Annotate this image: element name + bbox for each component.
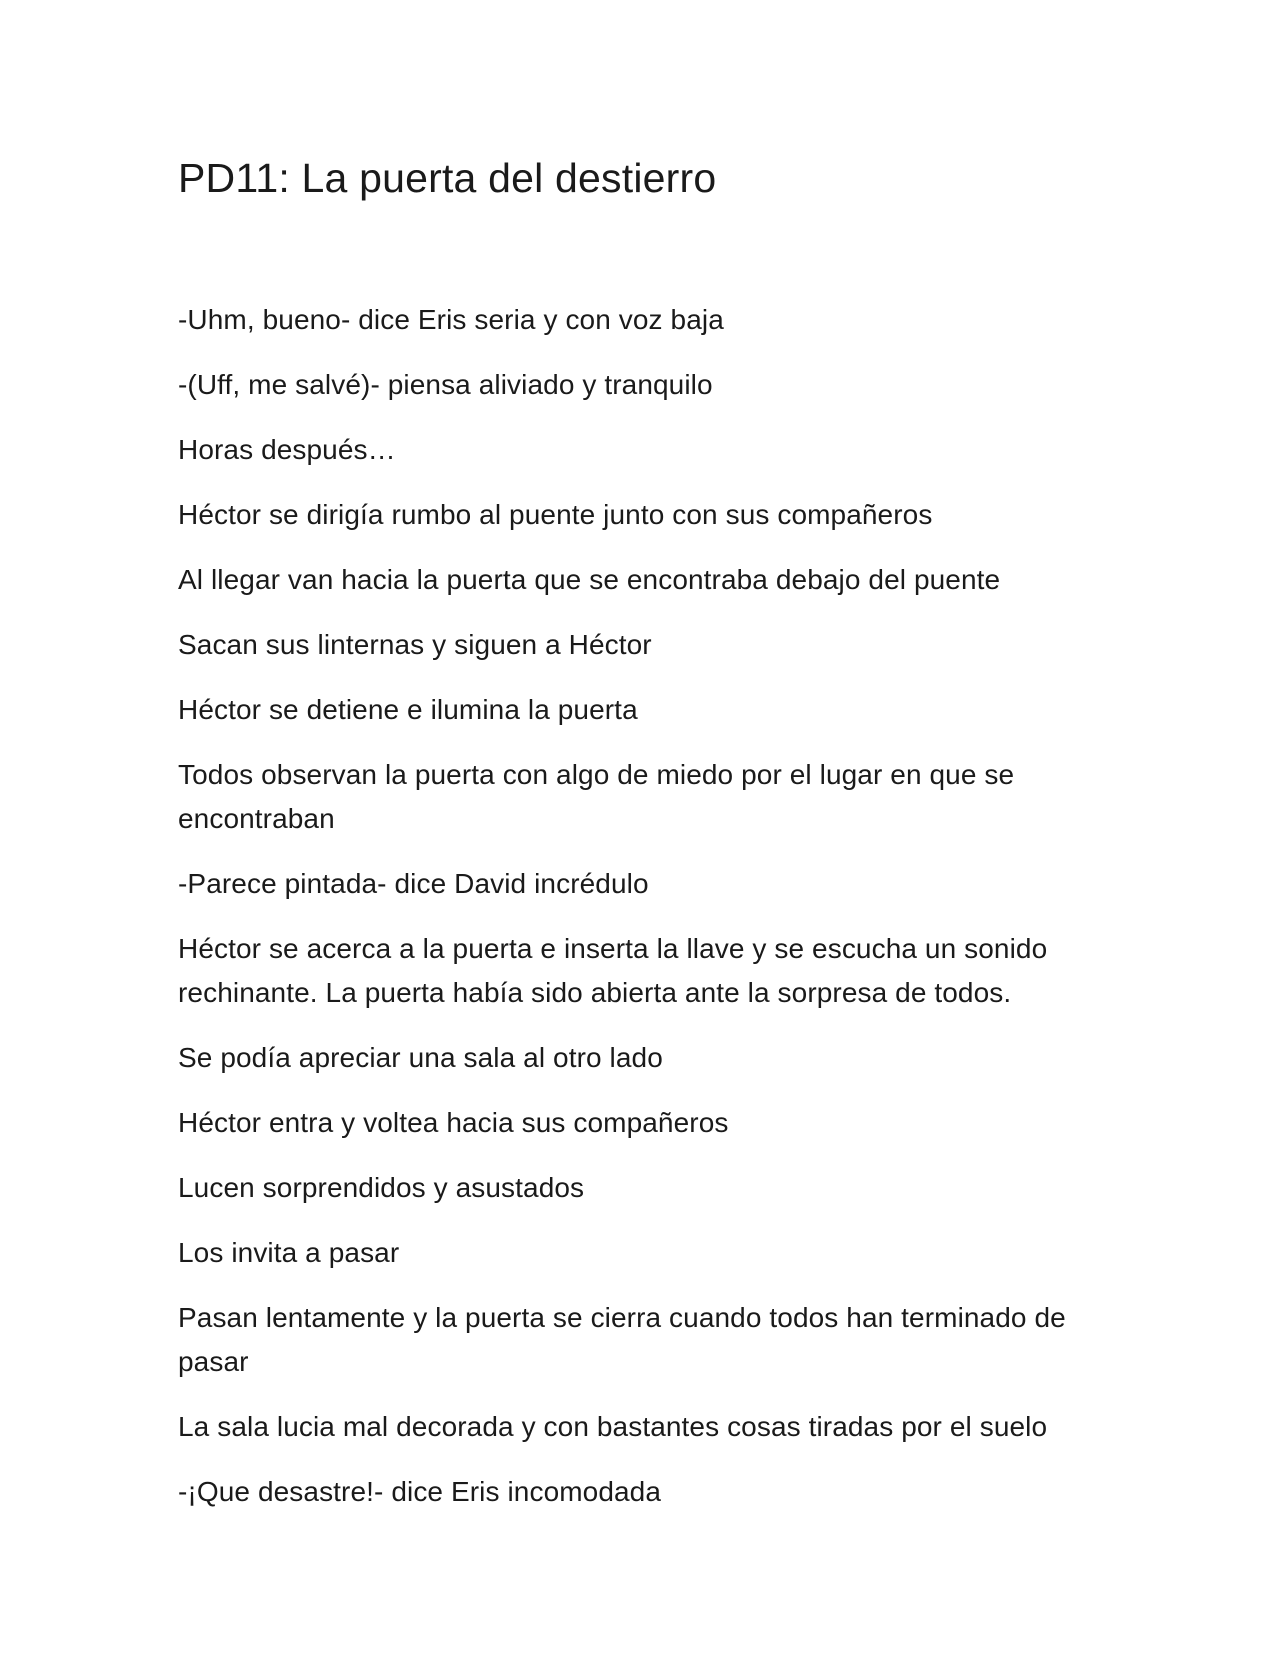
paragraph: Héctor se detiene e ilumina la puerta — [178, 694, 638, 725]
paragraph: Al llegar van hacia la puerta que se encontraba debajo del puente — [178, 564, 1001, 595]
paragraph: -(Uff, me salvé)- piensa aliviado y tranquilo — [178, 369, 713, 400]
paragraph: Se podía apreciar una sala al otro lado — [178, 1042, 663, 1073]
paragraph: -Uhm, bueno- dice Eris seria y con voz baja — [178, 304, 724, 335]
paragraph: Héctor se acerca a la puerta e inserta la llave y se escucha un sonido rechinante. La puerta había sido abierta ante la sorpresa de todos. — [178, 933, 1048, 1008]
paragraph: La sala lucia mal decorada y con bastantes cosas tiradas por el suelo — [178, 1411, 1048, 1442]
document-title: PD11: La puerta del destierro — [178, 155, 717, 201]
document-body — [178, 298, 1098, 1535]
paragraph: Todos observan la puerta con algo de miedo por el lugar en que se encontraban — [178, 759, 1015, 834]
paragraph: -¡Que desastre!- dice Eris incomodada — [178, 1476, 662, 1507]
paragraph: Los invita a pasar — [178, 1237, 400, 1268]
paragraph: Lucen sorprendidos y asustados — [178, 1172, 585, 1203]
paragraph: Héctor entra y voltea hacia sus compañeros — [178, 1107, 729, 1138]
paragraph: Sacan sus linternas y siguen a Héctor — [178, 629, 652, 660]
paragraph: Pasan lentamente y la puerta se cierra cuando todos han terminado de pasar — [178, 1302, 1066, 1377]
paragraph: -Parece pintada- dice David incrédulo — [178, 868, 649, 899]
paragraph: Héctor se dirigía rumbo al puente junto con sus compañeros — [178, 499, 933, 530]
paragraph: Horas después… — [178, 434, 396, 465]
